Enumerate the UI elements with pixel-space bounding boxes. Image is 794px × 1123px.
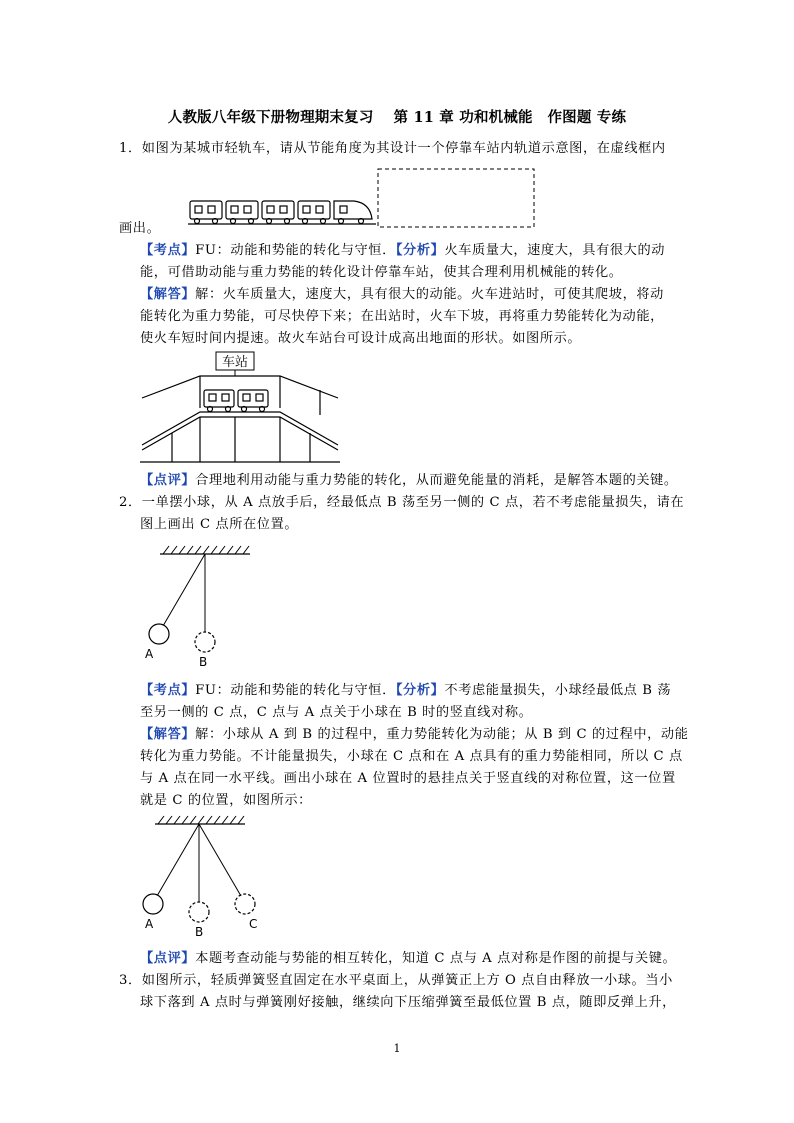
string-to-a	[163, 554, 205, 626]
fenxi-text: 火车质量大，速度大，具有很大的动	[444, 243, 666, 258]
jieda-text: 解：火车质量大，速度大，具有很大的动能。火车进站时，可使其爬坡，将动	[195, 287, 664, 302]
ball-b	[195, 632, 215, 652]
jieda-text: 解：小球从 A 到 B 的过程中，重力势能转化为动能；从 B 到 C 的过程中，动能	[195, 727, 689, 742]
dianping-tag: 【点评】	[140, 951, 196, 966]
elevated-station-figure	[140, 350, 340, 465]
pendulum-answer-figure	[135, 810, 275, 940]
pendulum-question-figure	[135, 540, 265, 670]
ball-a	[149, 624, 169, 644]
dianping-tag: 【点评】	[140, 473, 196, 488]
fenxi-text: 不考虑能量损失，小球经最低点 B 荡	[444, 683, 672, 698]
dianping-text: 本题考查动能与势能的相互转化，知道 C 点与 A 点对称是作图的前提与关键。	[195, 951, 677, 966]
q1-comment-line	[140, 470, 680, 492]
q3-text-line1: 3．如图所示，轻质弹簧竖直固定在水平桌面上，从弹簧正上方 O 点自由释放一小球。当小	[119, 973, 673, 988]
q3-text-line2: 球下落到 A 点时与弹簧刚好接触，继续向下压缩弹簧至最低位置 B 点，随即反弹上升，	[140, 995, 676, 1010]
q1-text-line1: 1．如图为某城市轻轨车，请从节能角度为其设计一个停靠车站内轨道示意图，在虚线框内	[119, 141, 666, 156]
q2-answer-line4: 就是 C 的位置，如图所示：	[140, 793, 312, 808]
page-title: 人教版八年级下册物理期末复习 第 11 章 功和机械能 作图题 专练	[167, 109, 627, 126]
q1-analysis-line2: 能，可借助动能与重力势能的转化设计停靠车站，使其合理利用机械能的转化。	[140, 265, 623, 280]
q1-answer-line1	[140, 284, 680, 306]
q2-text-line1: 2．一单摆小球，从 A 点放手后，经最低点 B 荡至另一侧的 C 点，若不考虑能量损失，请在	[119, 495, 685, 510]
q2-answer-line1	[140, 724, 689, 746]
string-to-a	[157, 824, 199, 896]
label-a: A	[145, 917, 154, 931]
q1-answer-line3: 使火车短时间内提速。故火车站台可设计成高出地面的形状。如图所示。	[140, 331, 582, 346]
dianping-text: 合理地利用动能与重力势能的转化，从而避免能量的消耗，是解答本题的关键。	[195, 473, 678, 488]
ball-b	[189, 902, 209, 922]
kaodian-text: FU：动能和势能的转化与守恒．	[195, 243, 396, 258]
fenxi-tag: 【分析】	[395, 243, 445, 258]
ceiling-hatch	[163, 546, 249, 554]
label-c: C	[249, 917, 258, 931]
station-train-car-2	[238, 390, 268, 412]
q1-analysis-line1	[140, 240, 680, 262]
ceiling-hatch	[158, 816, 244, 824]
label-b: B	[195, 925, 204, 939]
kaodian-text: FU：动能和势能的转化与守恒．	[195, 683, 396, 698]
q1-answer-line2: 能转化为重力势能，可尽快停下来；在出站时，火车下坡，再将重力势能转化为动能，	[140, 309, 664, 324]
label-b: B	[199, 655, 208, 669]
station-sign-label: 车站	[221, 355, 249, 370]
string-to-c	[199, 824, 241, 896]
label-a: A	[145, 647, 154, 661]
q2-answer-line3: 与 A 点在同一水平线。画出小球在 A 位置时的悬挂点关于竖直线的对称位置，这一位置	[140, 771, 676, 786]
kaodian-tag: 【考点】	[140, 683, 196, 698]
page-number: 1	[393, 1042, 401, 1055]
fenxi-tag: 【分析】	[395, 683, 445, 698]
ball-a	[143, 894, 163, 914]
q2-text-line2: 图上画出 C 点所在位置。	[140, 517, 299, 532]
q2-analysis-line2: 至另一侧的 C 点，C 点与 A 点关于小球在 B 时的竖直线对称。	[140, 705, 533, 720]
q2-comment-line	[140, 948, 680, 970]
q2-answer-line2: 转化为重力势能。不计能量损失，小球在 C 点和在 A 点具有的重力势能相同，所以 C 点	[140, 749, 683, 764]
q2-analysis-line1	[140, 680, 680, 702]
station-train-car-1	[204, 390, 234, 412]
q1-text-line2: 画出。	[119, 221, 161, 236]
ball-c	[235, 894, 255, 914]
jieda-tag: 【解答】	[140, 727, 196, 742]
jieda-tag: 【解答】	[140, 287, 196, 302]
kaodian-tag: 【考点】	[140, 243, 196, 258]
